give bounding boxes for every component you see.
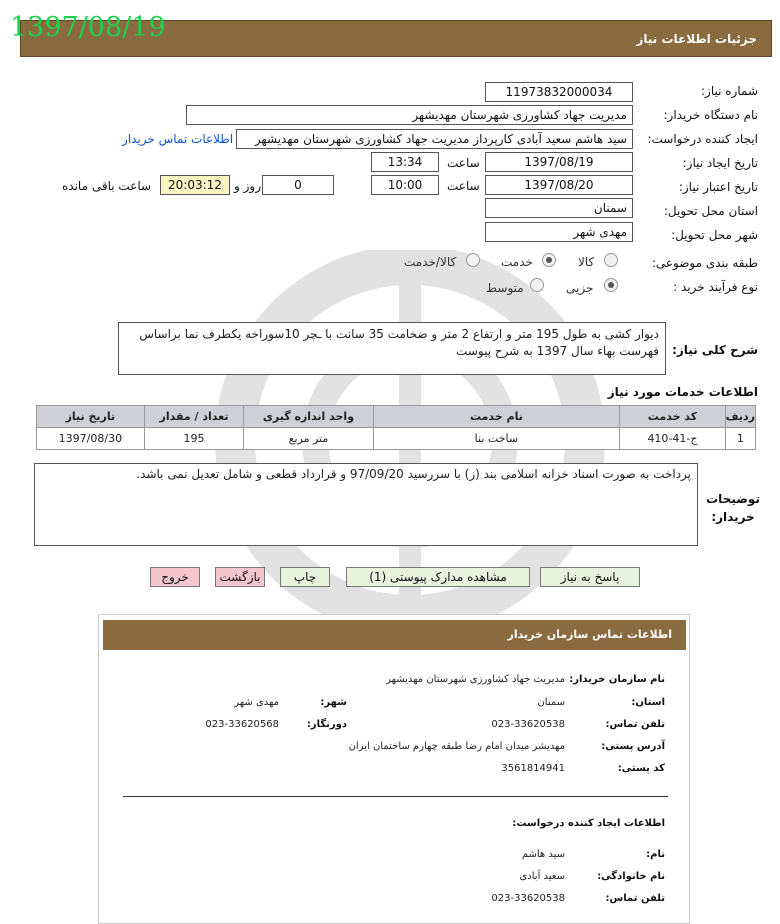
cell-unit: متر مربع <box>244 428 373 450</box>
city-field: مهدی شهر <box>485 222 633 242</box>
process-medium-label: متوسط <box>486 281 524 295</box>
category-service-label: خدمت <box>501 255 533 269</box>
contact-org-label: نام سازمان خریدار: <box>569 674 665 685</box>
cell-quantity: 195 <box>144 428 244 450</box>
created-time-label: ساعت <box>447 156 480 170</box>
watermark-logo <box>110 250 710 670</box>
contact-city-label: شهر: <box>320 697 347 708</box>
page-title: جزئیات اطلاعات نیاز <box>636 32 757 46</box>
creator-phone-label: تلفن تماس: <box>605 893 665 904</box>
category-service-radio[interactable] <box>542 253 556 267</box>
category-goods-service-radio[interactable] <box>466 253 480 267</box>
created-time-field: 13:34 <box>371 152 439 172</box>
contact-fax-value: 023-33620568 <box>205 719 279 730</box>
print-button[interactable]: چاپ <box>280 567 330 587</box>
remaining-days-label: روز و <box>234 179 261 193</box>
col-need-date: تاریخ نیاز <box>37 406 145 428</box>
category-goods-label: کالا <box>578 255 595 269</box>
reply-button[interactable]: پاسخ به نیاز <box>540 567 640 587</box>
services-title: اطلاعات خدمات مورد نیاز <box>607 385 758 399</box>
category-goods-radio[interactable] <box>604 253 618 267</box>
cell-row: 1 <box>725 428 755 450</box>
cell-service-code: ج-41-410 <box>620 428 726 450</box>
created-date-label: تاریخ ایجاد نیاز: <box>682 156 758 170</box>
date-stamp: 1397/08/19 <box>10 12 166 43</box>
process-medium-radio[interactable] <box>530 278 544 292</box>
creator-phone-value: 023-33620538 <box>491 893 565 904</box>
creator-title: اطلاعات ایجاد کننده درخواست: <box>512 818 665 829</box>
valid-time-label: ساعت <box>447 179 480 193</box>
contact-phone-value: 023-33620538 <box>491 719 565 730</box>
creator-family-value: سعید آبادی <box>519 871 565 882</box>
table-row <box>37 428 756 450</box>
contact-address-label: آدرس پستی: <box>601 741 665 752</box>
col-service-code: کد خدمت <box>620 406 726 428</box>
contact-fax-label: دورنگار: <box>306 719 347 730</box>
created-date-field: 1397/08/19 <box>485 152 633 172</box>
valid-time-field: 10:00 <box>371 175 439 195</box>
category-goods-service-label: کالا/خدمت <box>404 255 457 269</box>
contact-address-value: مهدیشر میدان امام رضا طبقه چهارم ساختمان ایران <box>348 741 565 752</box>
services-table-header <box>37 406 756 428</box>
contact-postal-value: 3561814941 <box>501 763 565 774</box>
contact-province-label: استان: <box>631 697 665 708</box>
contact-postal-label: کد پستی: <box>617 763 665 774</box>
requester-field: سید هاشم سعید آبادی کارپرداز مدیریت جهاد کشاورزی شهرستان مهدیشهر <box>236 129 633 149</box>
col-service-name: نام خدمت <box>373 406 620 428</box>
province-field: سمنان <box>485 198 633 218</box>
buyer-notes-box: پرداخت به صورت اسناد خزانه اسلامی بند (ز) با سررسید 97/09/20 و قرارداد قطعی و شامل تعدیل نمی باشد. <box>34 463 698 546</box>
cell-need-date: 1397/08/30 <box>37 428 145 450</box>
process-small-label: جزیی <box>566 281 594 295</box>
contact-province-value: سمنان <box>537 697 565 708</box>
city-label: شهر محل تحویل: <box>671 228 758 242</box>
contact-card-header <box>103 620 686 650</box>
col-unit: واحد اندازه گیری <box>244 406 373 428</box>
buyer-contact-card <box>98 614 690 924</box>
remaining-days-field: 0 <box>262 175 334 195</box>
process-small-radio[interactable] <box>604 278 618 292</box>
category-label: طبقه بندی موضوعی: <box>651 256 758 270</box>
contact-org-value: مدیریت جهاد کشاورزی شهرستان مهدیشهر <box>386 674 565 685</box>
col-quantity: تعداد / مقدار <box>144 406 244 428</box>
exit-button[interactable]: خروج <box>150 567 200 587</box>
need-number-field: 11973832000034 <box>485 82 633 102</box>
col-row: ردیف <box>725 406 755 428</box>
buyer-org-label: نام دستگاه خریدار: <box>663 108 758 122</box>
creator-name-label: نام: <box>646 849 665 860</box>
contact-divider <box>123 796 668 797</box>
creator-name-value: سید هاشم <box>521 849 565 860</box>
contact-card-title: اطلاعات تماس سازمان خریدار <box>507 628 672 641</box>
description-box: دیوار کشی به طول 195 متر و ارتفاع 2 متر و ضخامت 35 سانت با ـچر 10سوراخه یکطرف نما براساس فهرست بهاء سال 1397 به شرح پیوست <box>118 322 666 375</box>
notes-label: توضیحات خریدار: <box>706 492 760 524</box>
contact-phone-label: تلفن تماس: <box>605 719 665 730</box>
services-table <box>36 405 756 450</box>
description-label: شرح کلی نیاز: <box>672 343 758 357</box>
buyer-org-field: مدیریت جهاد کشاورزی شهرستان مهدیشهر <box>186 105 633 125</box>
remaining-time-field: 20:03:12 <box>160 175 230 195</box>
process-label: نوع فرآیند خرید : <box>673 280 758 294</box>
need-number-label: شماره نیاز: <box>701 84 758 98</box>
contact-city-value: مهدی شهر <box>234 697 279 708</box>
remaining-time-label: ساعت باقی مانده <box>62 179 152 193</box>
cell-service-name: ساخت بنا <box>373 428 620 450</box>
province-label: استان محل تحویل: <box>663 204 758 218</box>
valid-date-label: تاریخ اعتبار نیاز: <box>678 180 758 194</box>
attachments-button[interactable]: مشاهده مدارک پیوستی (1) <box>346 567 530 587</box>
buyer-contact-link[interactable]: اطلاعات تماس خریدار <box>122 132 234 146</box>
valid-date-field: 1397/08/20 <box>485 175 633 195</box>
creator-family-label: نام خانوادگی: <box>597 871 665 882</box>
requester-label: ایجاد کننده درخواست: <box>647 132 758 146</box>
back-button[interactable]: بازگشت <box>215 567 265 587</box>
